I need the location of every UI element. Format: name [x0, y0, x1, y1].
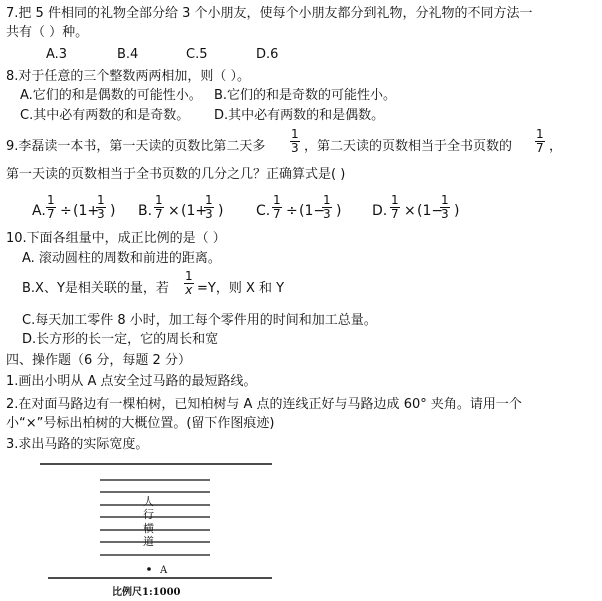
q9-option-b-frac1: 1 7	[155, 193, 163, 221]
q9-fraction-one-seventh: 1 7	[536, 127, 544, 155]
q9-stem-line2: 第一天读的页数相当于全书页数的几分之几？正确算式是( )	[6, 167, 346, 182]
q7-option-a: A.3	[46, 47, 68, 62]
q10-option-a: A. 滚动圆柱的周数和前进的距离。	[22, 251, 221, 266]
q9-option-a-frac2: 1 3	[97, 193, 105, 221]
q9-option-a-paren: (1+	[73, 203, 100, 219]
q9-option-d-frac2: 1 3	[441, 193, 449, 221]
q9-option-c-close: )	[336, 203, 342, 219]
q10-option-b-fraction: 1 x	[185, 269, 193, 297]
q9-option-a-label: A.	[32, 203, 46, 219]
q9-fraction-one-third: 1 3	[291, 127, 299, 155]
crosswalk-char-3: 横	[143, 522, 154, 535]
q9-option-c-paren: (1−	[299, 203, 326, 219]
crosswalk-char-1: 人	[143, 495, 154, 508]
q9-stem-part3: ，	[549, 139, 563, 154]
q8-option-a: A.它们的和是偶数的可能性小。	[20, 88, 202, 103]
q9-option-d-close: )	[454, 203, 460, 219]
q9-option-b-frac2: 1 3	[205, 193, 213, 221]
q10-option-d: D.长方形的长一定，它的周长和宽	[22, 332, 219, 347]
q7-option-b: B.4	[117, 47, 139, 62]
q10-option-c: C.每天加工零件 8 小时，加工每个零件用的时间和加工总量。	[22, 313, 377, 328]
q9-option-c-divide: ÷	[286, 203, 298, 219]
section4-q3: 3.求出马路的实际宽度。	[6, 437, 149, 452]
crosswalk-char-4: 道	[143, 535, 154, 548]
q9-option-a-divide: ÷	[60, 203, 72, 219]
q7-stem-line1: 7.把 5 件相同的礼物全部分给 3 个小朋友，使每个小朋友都分到礼物，分礼物的不同方法一	[6, 6, 533, 21]
q9-option-c-label: C.	[256, 203, 271, 219]
q8-option-d: D.其中必有两数的和是偶数。	[214, 108, 385, 123]
q9-option-b-times: ×	[168, 203, 180, 219]
q8-stem: 8.对于任意的三个整数两两相加，则（ ）。	[6, 69, 251, 84]
q9-option-d-frac1: 1 7	[391, 193, 399, 221]
point-a-label: A	[160, 565, 168, 576]
q9-option-b-paren: (1+	[181, 203, 208, 219]
q10-option-b-pre: B.X、Y是相关联的量，若	[22, 281, 169, 296]
q9-option-c-frac1: 1 7	[273, 193, 281, 221]
section4-q2-line2: 小“×”号标出柏树的大概位置。(留下作图痕迹)	[6, 416, 275, 431]
q9-stem-part2: ，第二天读的页数相当于全书页数的	[304, 139, 513, 154]
q7-option-c: C.5	[186, 47, 208, 62]
q9-option-d-times: ×	[404, 203, 416, 219]
q9-option-d-label: D.	[372, 203, 388, 219]
q9-option-b-label: B.	[138, 203, 153, 219]
q8-option-c: C.其中必有两数的和是奇数。	[20, 108, 190, 123]
q9-stem-part1: 9.李磊读一本书，第一天读的页数比第二天多	[6, 139, 266, 154]
q9-option-d-paren: (1−	[417, 203, 444, 219]
q10-option-b-post: =Y，则 X 和 Y	[197, 281, 285, 296]
q9-option-a-frac1: 1 7	[47, 193, 55, 221]
q7-stem-line2: 共有（ ）种。	[6, 25, 89, 40]
q10-stem: 10.下面各组量中，成正比例的是（ ）	[6, 231, 226, 246]
point-a-dot	[147, 567, 151, 571]
section4-q2-line1: 2.在对面马路边有一棵柏树，已知柏树与 A 点的连线正好与马路边成 60° 夹角。请用一个	[6, 397, 522, 412]
q9-option-b-close: )	[218, 203, 224, 219]
scale-label: 比例尺1:1000	[112, 587, 181, 598]
road-diagram	[40, 455, 290, 600]
section4-title: 四、操作题（6 分，每题 2 分）	[6, 353, 191, 368]
section4-q1: 1.画出小明从 A 点安全过马路的最短路线。	[6, 374, 257, 389]
crosswalk-char-2: 行	[143, 508, 154, 521]
q9-option-a-close: )	[110, 203, 116, 219]
q8-option-b: B.它们的和是奇数的可能性小。	[214, 88, 397, 103]
q7-option-d: D.6	[256, 47, 279, 62]
q9-option-c-frac2: 1 3	[323, 193, 331, 221]
